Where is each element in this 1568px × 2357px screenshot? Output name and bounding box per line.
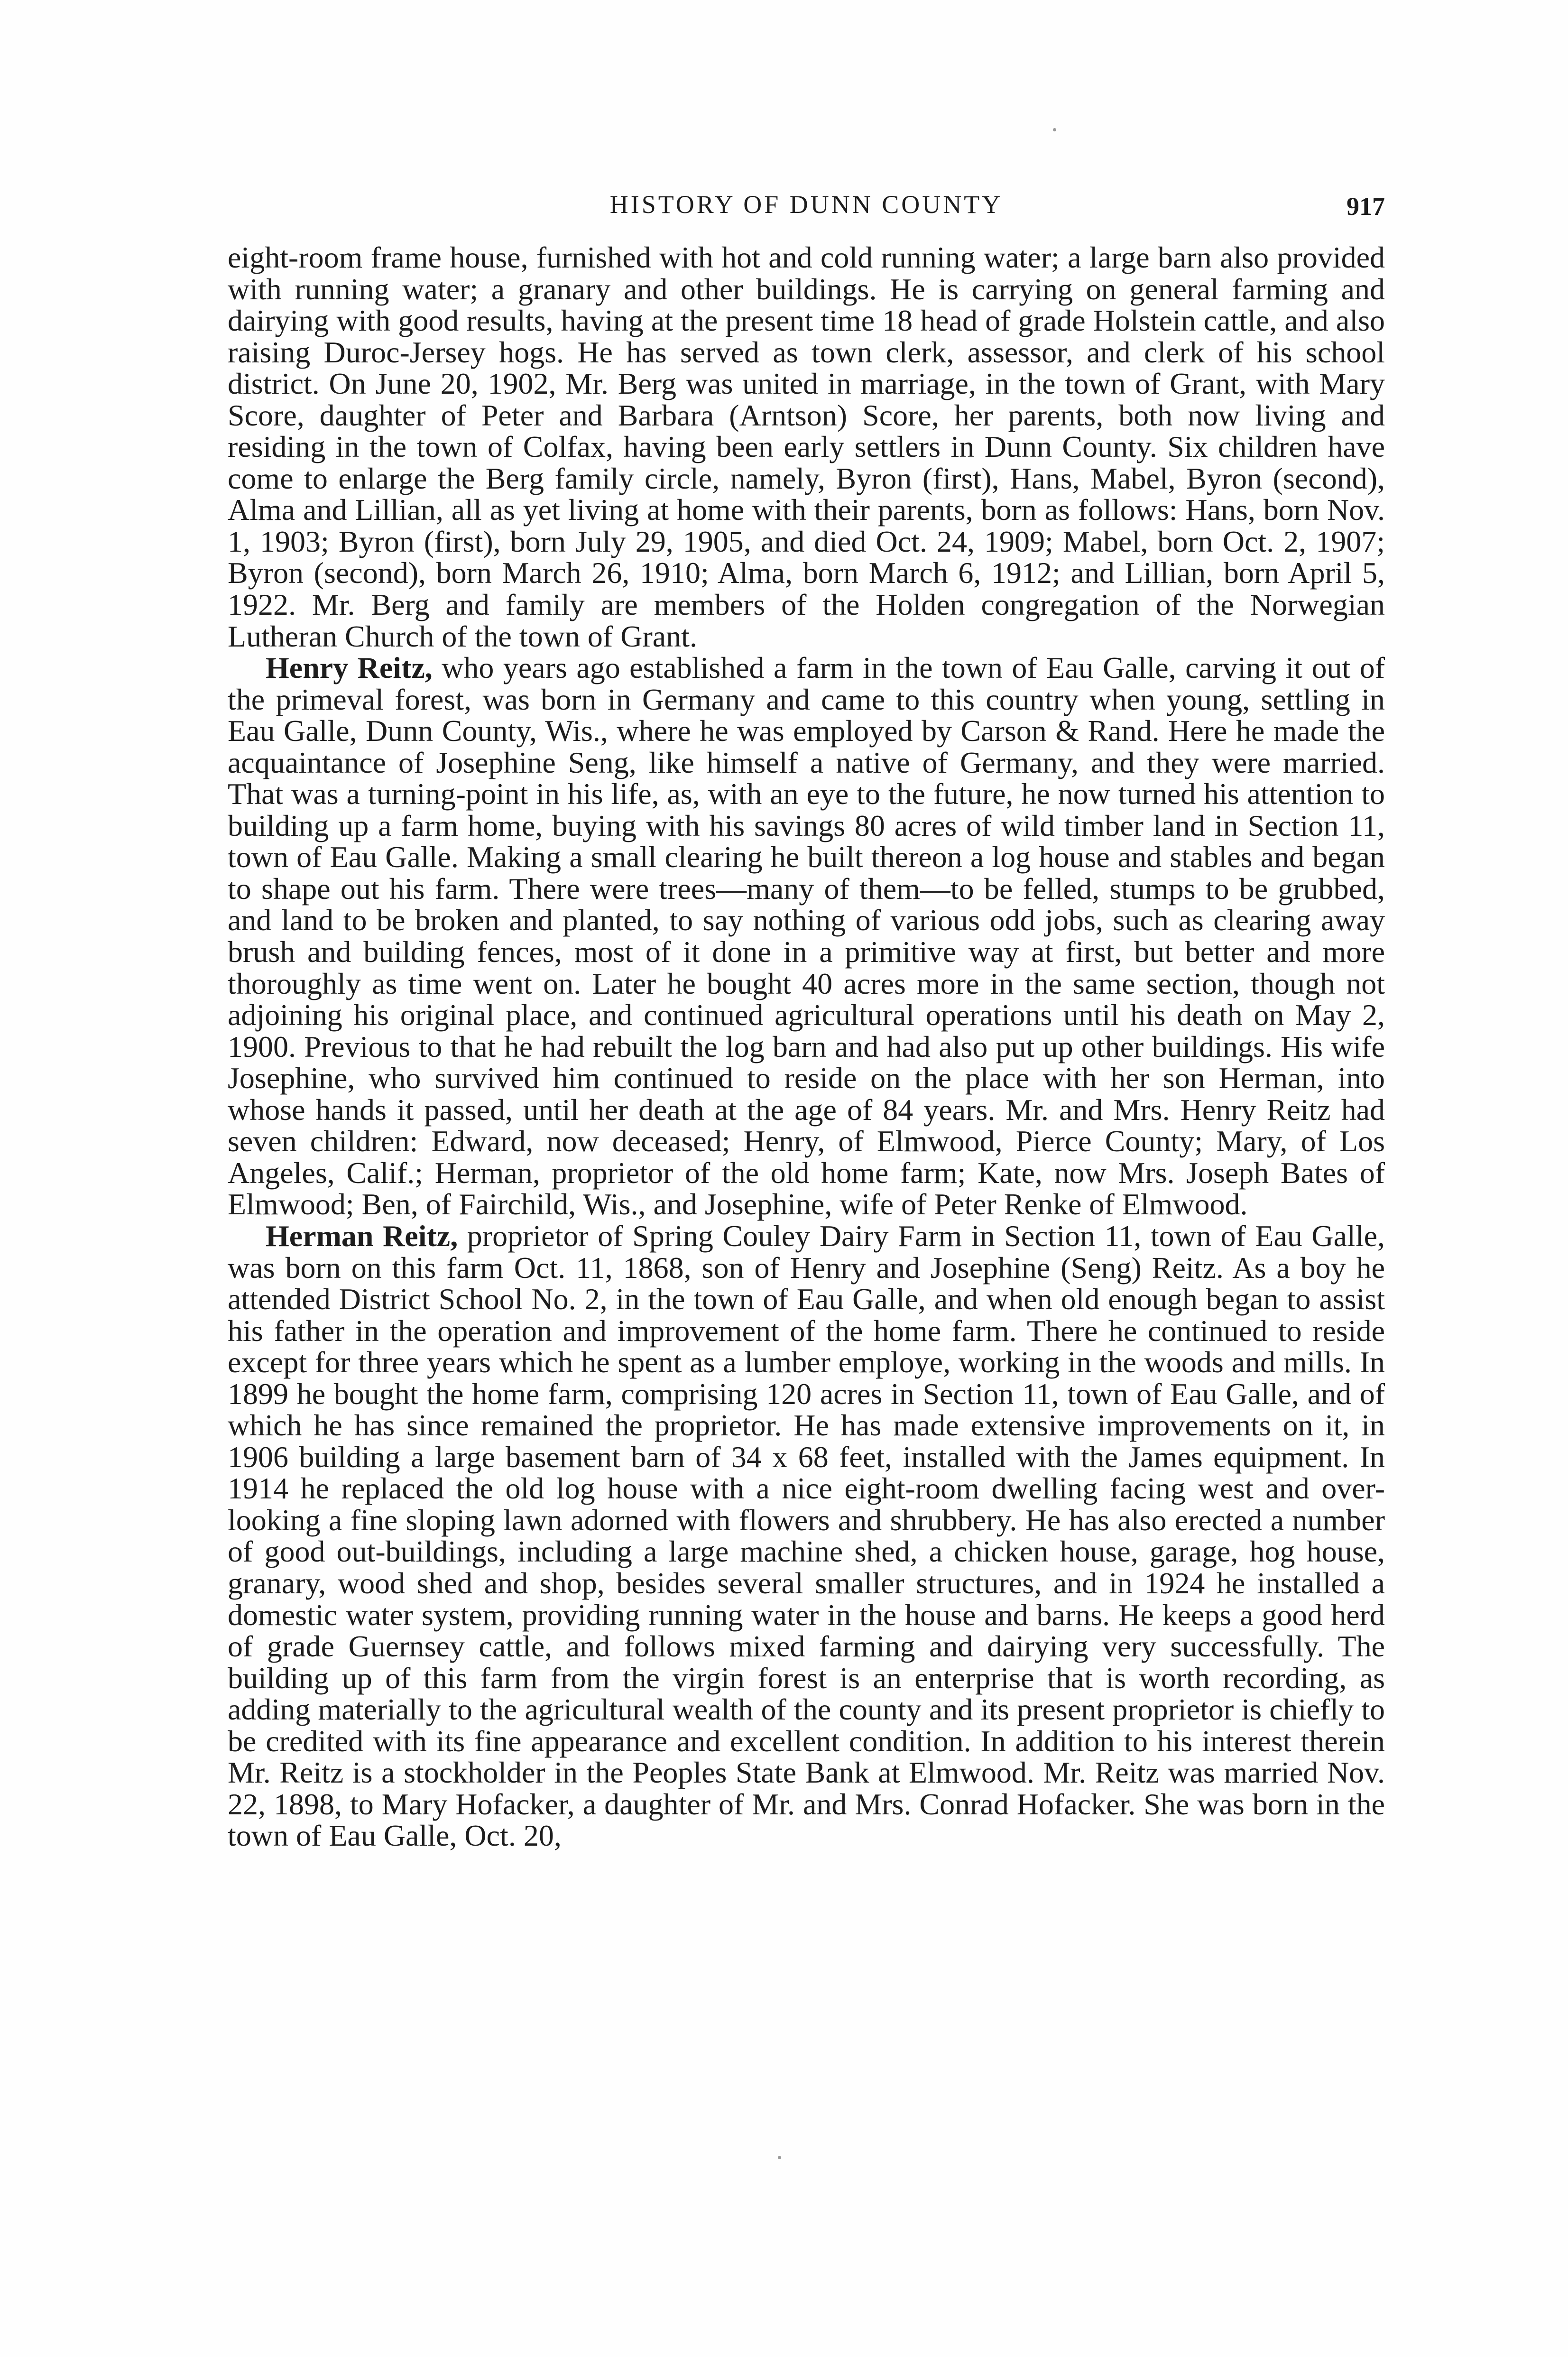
paragraph-herman-reitz: [228, 1220, 1385, 1852]
paragraph-text: who years ago established a farm in the town of Eau Galle, carving it out of the primeval forest, was born in Germany and came to this country when young, settling in Eau Galle, Dunn County, Wis., where he was employed by Carson & Rand. Here he made the acquaintance of Josephine Seng, like himself a native of Germany, and they were married. That was a turning-point in his life, as, with an eye to the future, he now turned his attention to building up a farm home, buying with his savings 80 acres of wild timber land in Section 11, town of Eau Galle. Making a small clearing he built thereon a log house and stables and began to shape out his farm. There were trees—many of them—to be felled, stumps to be grubbed, and land to be broken and planted, to say nothing of various odd jobs, such as clearing away brush and building fences, most of it done in a primitive way at first, but better and more thoroughly as time went on. Later he bought 40 acres more in the same section, though not adjoining his original place, and continued agricultural operations until his death on May 2, 1900. Previous to that he had rebuilt the log barn and had also put up other buildings. His wife Josephine, who survived him continued to reside on the place with her son Herman, into whose hands it passed, until her death at the age of 84 years. Mr. and Mrs. Henry Reitz had seven children: Edward, now deceased; Henry, of Elmwood, Pierce County; Mary, of Los Angeles, Calif.; Herman, proprietor of the old home farm; Kate, now Mrs. Joseph Bates of Elmwood; Ben, of Fairchild, Wis., and Josephine, wife of Peter Renke of Elmwood.: [228, 651, 1385, 1221]
body-text: [228, 242, 1385, 1852]
paragraph-berg-continued: [228, 242, 1385, 652]
paragraph-text: proprietor of Spring Couley Dairy Farm in Section 11, town of Eau Galle, was born on this farm Oct. 11, 1868, son of Henry and Josephine (Seng) Reitz. As a boy he attended District School No. 2, in the town of Eau Galle, and when old enough began to assist his father in the operation and improvement of the home farm. There he continued to reside except for three years which he spent as a lumber employe, working in the woods and mills. In 1899 he bought the home farm, comprising 120 acres in Section 11, town of Eau Galle, and of which he has since remained the proprietor. He has made extensive improvements on it, in 1906 building a large basement barn of 34 x 68 feet, installed with the James equipment. In 1914 he replaced the old log house with a nice eight-room dwelling facing west and over-looking a fine sloping lawn adorned with flowers and shrubbery. He has also erected a number of good out-buildings, including a large machine shed, a chicken house, garage, hog house, granary, wood shed and shop, besides several smaller structures, and in 1924 he installed a domestic water system, providing running water in the house and barns. He keeps a good herd of grade Guernsey cattle, and follows mixed farming and dairying very successfully. The building up of this farm from the virgin forest is an enterprise that is worth recording, as adding materially to the agricultural wealth of the county and its present proprietor is chiefly to be credited with its fine appearance and excellent condition. In addition to his interest therein Mr. Reitz is a stockholder in the Peoples State Bank at Elmwood. Mr. Reitz was married Nov. 22, 1898, to Mary Hofacker, a daughter of Mr. and Mrs. Conrad Hofacker. She was born in the town of Eau Galle, Oct. 20,: [228, 1219, 1385, 1853]
paragraph-text: eight-room frame house, furnished with hot and cold running water; a large barn also provided with running water; a granary and other buildings. He is carrying on general farming and dairying with good results, having at the present time 18 head of grade Holstein cattle, and also raising Duroc-Jersey hogs. He has served as town clerk, assessor, and clerk of his school district. On June 20, 1902, Mr. Berg was united in marriage, in the town of Grant, with Mary Score, daughter of Peter and Barbara (Arntson) Score, her parents, both now living and residing in the town of Colfax, having been early settlers in Dunn County. Six children have come to enlarge the Berg family circle, namely, Byron (first), Hans, Mabel, Byron (second), Alma and Lillian, all as yet living at home with their parents, born as follows: Hans, born Nov. 1, 1903; Byron (first), born July 29, 1905, and died Oct. 24, 1909; Mabel, born Oct. 2, 1907; Byron (second), born March 26, 1910; Alma, born March 6, 1912; and Lillian, born April 5, 1922. Mr. Berg and family are members of the Holden congregation of the Norwegian Lutheran Church of the town of Grant.: [228, 240, 1385, 653]
page-header: [228, 190, 1385, 228]
paper-speck: [778, 2156, 781, 2159]
page-number: 917: [1347, 192, 1385, 221]
paper-speck: [1053, 128, 1056, 131]
running-title: HISTORY OF DUNN COUNTY: [609, 190, 1003, 219]
subject-name-henry-reitz: Henry Reitz,: [266, 651, 433, 685]
paragraph-henry-reitz: [228, 652, 1385, 1220]
subject-name-herman-reitz: Herman Reitz,: [266, 1219, 458, 1253]
